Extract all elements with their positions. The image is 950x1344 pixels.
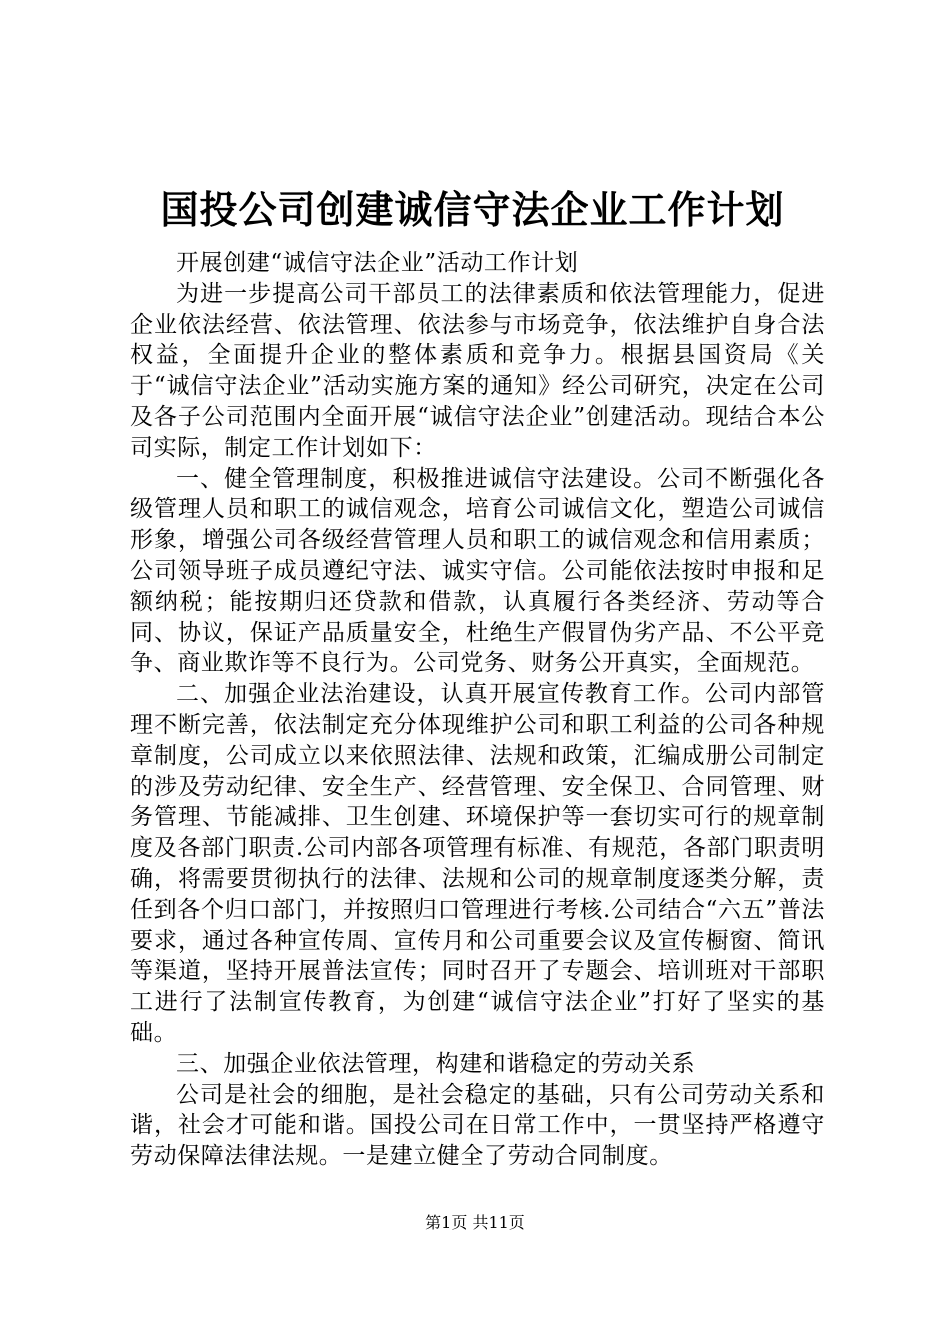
paragraph-section-3-body: 公司是社会的细胞，是社会稳定的基础，只有公司劳动关系和谐，社会才可能和谐。国投公司在日常工作中，一贯坚持严格遵守劳动保障法律法规。一是建立健全了劳动合同制度。 xyxy=(130,1081,825,1170)
document-page xyxy=(130,180,825,1172)
document-body xyxy=(130,248,825,1172)
document-title: 国投公司创建诚信守法企业工作计划 xyxy=(160,187,785,232)
paragraph-section-1: 一、健全管理制度，积极推进诚信守法建设。公司不断强化各级管理人员和职工的诚信观念，培育公司诚信文化，塑造公司诚信形象，增强公司各级经营管理人员和职工的诚信观念和信用素质；公司领导班子成员遵纪守法、诚实守信。公司能依法按时申报和足额纳税；能按期归还贷款和借款，认真履行各类经济、劳动等合同、协议，保证产品质量安全，杜绝生产假冒伪劣产品、不公平竞争、商业欺诈等不良行为。公司党务、财务公开真实，全面规范。 xyxy=(130,465,825,677)
paragraph-section-2: 二、加强企业法治建设，认真开展宣传教育工作。公司内部管理不断完善，依法制定充分体现维护公司和职工利益的公司各种规章制度，公司成立以来依照法律、法规和政策，汇编成册公司制定的涉及劳动纪律、安全生产、经营管理、安全保卫、合同管理、财务管理、节能减排、卫生创建、环境保护等一套切实可行的规章制度及各部门职责.公司内部各项管理有标准、有规范，各部门职责明确，将需要贯彻执行的法律、法规和公司的规章制度逐类分解，责任到各个归口部门，并按照归口管理进行考核.公司结合“六五”普法要求，通过各种宣传周、宣传月和公司重要会议及宣传橱窗、简讯等渠道，坚持开展普法宣传；同时召开了专题会、培训班对干部职工进行了法制宣传教育，为创建“诚信守法企业”打好了坚实的基础。 xyxy=(130,681,825,1046)
paragraph-subtitle: 开展创建“诚信守法企业”活动工作计划 xyxy=(176,250,579,276)
paragraph-section-3-heading: 三、加强企业依法管理，构建和谐稳定的劳动关系 xyxy=(176,1050,696,1077)
paragraph-intro: 为进一步提高公司干部员工的法律素质和依法管理能力，促进企业依法经营、依法管理、依法参与市场竞争，依法维护自身合法权益，全面提升企业的整体素质和竞争力。根据县国资局《关于“诚信守法企业”活动实施方案的通知》经公司研究，决定在公司及各子公司范围内全面开展“诚信守法企业”创建活动。现结合本公司实际，制定工作计划如下： xyxy=(130,280,825,461)
page-number: 第1页 共11页 xyxy=(425,1213,525,1232)
